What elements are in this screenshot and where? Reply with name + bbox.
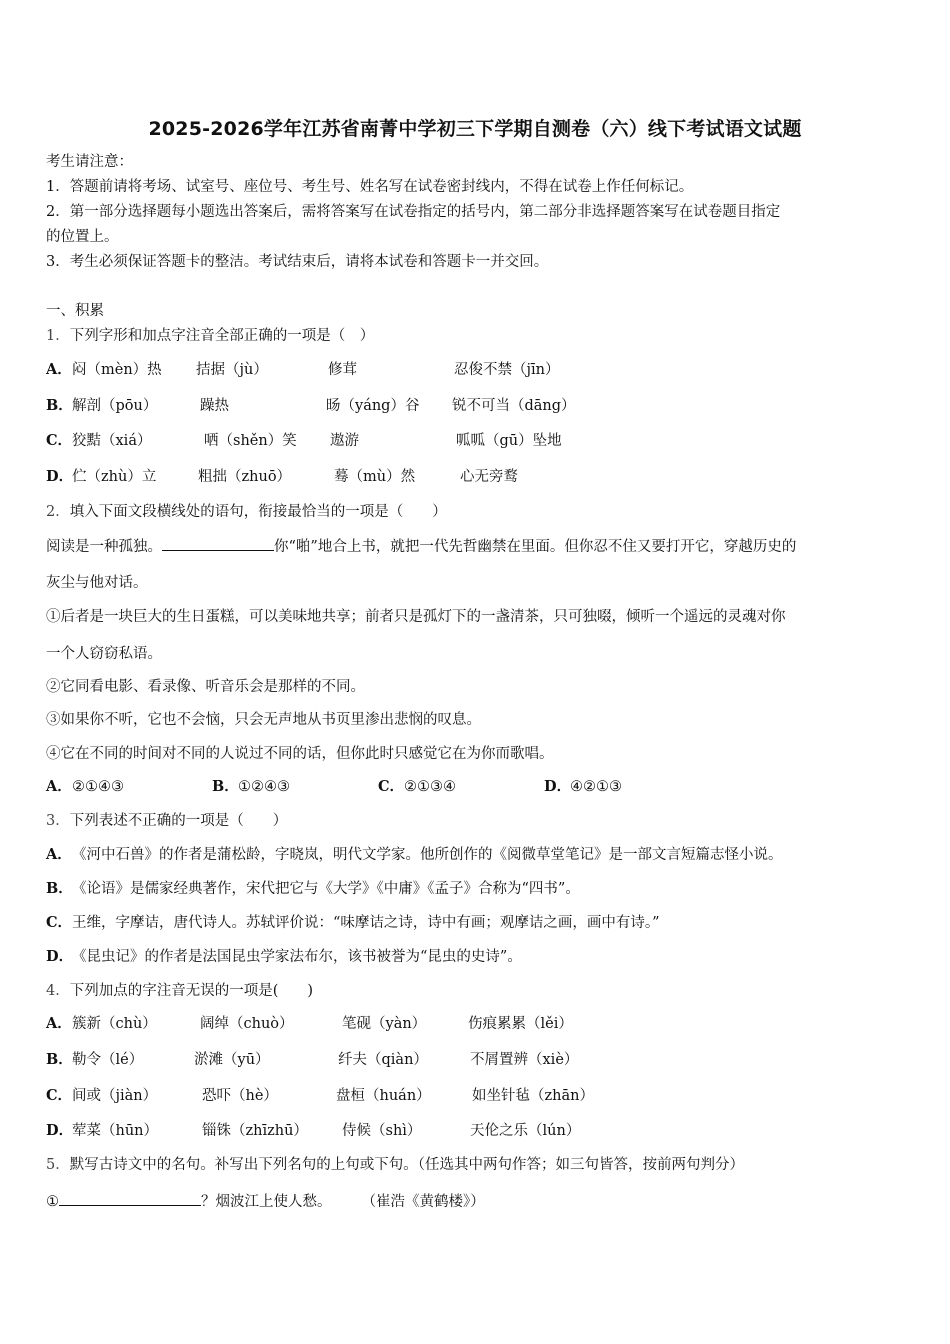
option-item: 修茸 (328, 362, 357, 378)
notice-item: 的位置上。 (46, 229, 119, 245)
notice-heading: 考生请注意： (46, 154, 133, 170)
notice-item: 1．答题前请将考场、试室号、座位号、考生号、姓名写在试卷密封线内，不得在试卷上作任何标记。 (46, 179, 694, 195)
option-text: 《论语》是儒家经典著作，宋代把它与《大学》《中庸》《孟子》合称为“四书”。 (72, 881, 580, 897)
option-item: 簇新（chù） (72, 1016, 157, 1032)
question-stem: 下列加点的字注音无误的一项是( ) (69, 983, 314, 999)
option-item: 如坐针毡（zhān） (472, 1088, 594, 1104)
option-item: 阔绰（chuò） (200, 1016, 294, 1032)
passage-text: 阅读是一种孤独。 (46, 539, 162, 555)
option-item: 粗拙（zhuō） (198, 469, 292, 485)
question-3 (46, 811, 287, 831)
option-text: ①②④③ (238, 779, 290, 795)
option-item: 笔砚（yàn） (342, 1016, 427, 1032)
q4-option-b (46, 1050, 578, 1070)
option-label: A． (46, 846, 72, 863)
option-text: ②①④③ (72, 779, 124, 795)
question-stem: 下列字形和加点字注音全部正确的一项是（ ） (69, 328, 375, 344)
option-item: 恐吓（hè） (202, 1088, 278, 1104)
option-item: 躁热 (200, 398, 229, 414)
option-item: 遨游 (330, 433, 359, 449)
option-item: 心无旁鹜 (460, 469, 518, 485)
option-item: 狡黠（xiá） (72, 433, 152, 449)
option-item: 侍候（shì） (342, 1123, 422, 1139)
notice-item: 3．考生必须保证答题卡的整洁。考试结束后，请将本试卷和答题卡一并交回。 (46, 254, 549, 270)
option-item: 锐不可当（dāng） (452, 398, 576, 414)
option-text: 《河中石兽》的作者是蒲松龄，字晓岚，明代文学家。他所创作的《阅微草堂笔记》是一部文言短篇志怪小说。 (72, 847, 783, 863)
verse-text: ？烟波江上使人愁。 (201, 1194, 332, 1210)
q1-option-a (46, 360, 559, 380)
option-text: 王维，字摩诘，唐代诗人。苏轼评价说：“味摩诘之诗，诗中有画；观摩诘之画，画中有诗。” (72, 915, 660, 931)
option-label: A． (46, 1015, 72, 1032)
option-label: A． (46, 778, 72, 795)
q3-option-d (46, 947, 522, 967)
page-title: 2025-2026学年江苏省南菁中学初三下学期自测卷（六）线下考试语文试题 (148, 118, 802, 140)
q2-sentence-4: ④它在不同的时间对不同的人说过不同的话，但你此时只感觉它在为你而歌唱。 (46, 746, 554, 762)
option (544, 777, 622, 797)
item-number: ① (46, 1194, 59, 1210)
q3-option-b (46, 879, 580, 899)
question-number: 3． (46, 813, 70, 829)
option-text: ④②①③ (570, 779, 622, 795)
option (46, 777, 212, 797)
option-label: A． (46, 361, 72, 378)
question-number: 5． (46, 1157, 70, 1173)
section-heading: 一、积累 (46, 303, 104, 319)
verse-source: （崔浩《黄鹤楼》） (361, 1194, 485, 1210)
option-label: C． (46, 1087, 73, 1104)
q5-line-1 (46, 1191, 485, 1212)
q4-option-d (46, 1121, 580, 1141)
q1-option-c (46, 431, 562, 451)
q2-passage-cont: 灰尘与他对话。 (46, 575, 148, 591)
option (378, 777, 544, 797)
option-label: B． (46, 397, 73, 414)
question-number: 4． (46, 983, 70, 999)
q3-option-c (46, 913, 660, 933)
option (212, 777, 378, 797)
q2-sentence-1: ①后者是一块巨大的生日蛋糕，可以美味地共享；前者只是孤灯下的一盏清茶，只可独啜，倾听一个遥远的灵魂对你 (46, 609, 786, 625)
option-text: ②①③④ (404, 779, 456, 795)
q2-sentence-1-cont: 一个人窃窃私语。 (46, 646, 162, 662)
option-item: 淤滩（yū） (194, 1052, 270, 1068)
question-stem: 下列表述不正确的一项是（ ） (69, 813, 288, 829)
q4-option-a (46, 1014, 573, 1034)
q2-options (46, 777, 622, 797)
q2-passage (46, 536, 796, 557)
option-item: 荤菜（hūn） (72, 1123, 159, 1139)
question-4 (46, 981, 313, 1001)
option-label: C． (378, 778, 405, 795)
option-item: 不屑置辨（xiè） (470, 1052, 579, 1068)
option-item: 盘桓（huán） (336, 1088, 431, 1104)
question-number: 2． (46, 504, 70, 520)
question-number: 1． (46, 328, 70, 344)
option-item: 蓦（mù）然 (334, 469, 416, 485)
q2-sentence-3: ③如果你不听，它也不会恼，只会无声地从书页里渗出悲悯的叹息。 (46, 712, 481, 728)
q2-sentence-2: ②它同看电影、看录像、听音乐会是那样的不同。 (46, 679, 365, 695)
option-label: D． (46, 948, 74, 965)
option-label: D． (544, 778, 572, 795)
option-item: 忍俊不禁（jīn） (454, 362, 560, 378)
option-item: 勒令（lé） (72, 1052, 144, 1068)
option-label: B． (46, 1051, 73, 1068)
option-label: C． (46, 432, 73, 449)
option-label: B． (212, 778, 239, 795)
option-item: 纤夫（qiàn） (338, 1052, 428, 1068)
option-item: 伤痕累累（lěi） (468, 1016, 573, 1032)
q1-option-b (46, 396, 576, 416)
option-label: D． (46, 1122, 74, 1139)
option-label: B． (46, 880, 73, 897)
q3-option-a (46, 845, 783, 865)
answer-blank (162, 536, 274, 551)
option-item: 呱呱（gū）坠地 (456, 433, 562, 449)
option-item: 伫（zhù）立 (72, 469, 157, 485)
question-1 (46, 326, 374, 346)
question-stem: 默写古诗文中的名句。补写出下列名句的上句或下句。（任选其中两句作答；如三句皆答，按前两句判分） (69, 1157, 744, 1173)
option-item: 解剖（pōu） (72, 398, 158, 414)
question-5 (46, 1155, 744, 1175)
q4-option-c (46, 1086, 594, 1106)
notice-item: 2．第一部分选择题每小题选出答案后，需将答案写在试卷指定的括号内，第二部分非选择题答案写在试卷题目指定 (46, 204, 781, 220)
option-label: C． (46, 914, 73, 931)
q1-option-d (46, 467, 518, 487)
option-item: 间或（jiàn） (72, 1088, 158, 1104)
option-item: 哂（shěn）笑 (204, 433, 297, 449)
question-2 (46, 502, 447, 522)
option-text: 《昆虫记》的作者是法国昆虫学家法布尔，该书被誉为“昆虫的史诗”。 (72, 949, 522, 965)
option-item: 闷（mèn）热 (72, 362, 162, 378)
option-item: 拮据（jù） (196, 362, 268, 378)
option-item: 旸（yáng）谷 (326, 398, 420, 414)
option-label: D． (46, 468, 74, 485)
option-item: 天伦之乐（lún） (470, 1123, 581, 1139)
question-stem: 填入下面文段横线处的语句，衔接最恰当的一项是（ ） (69, 504, 447, 520)
passage-text: 你“啪”地合上书，就把一代先哲幽禁在里面。但你忍不住又要打开它，穿越历史的 (274, 539, 797, 555)
option-item: 锱铢（zhīzhū） (202, 1123, 308, 1139)
answer-blank (59, 1191, 201, 1206)
